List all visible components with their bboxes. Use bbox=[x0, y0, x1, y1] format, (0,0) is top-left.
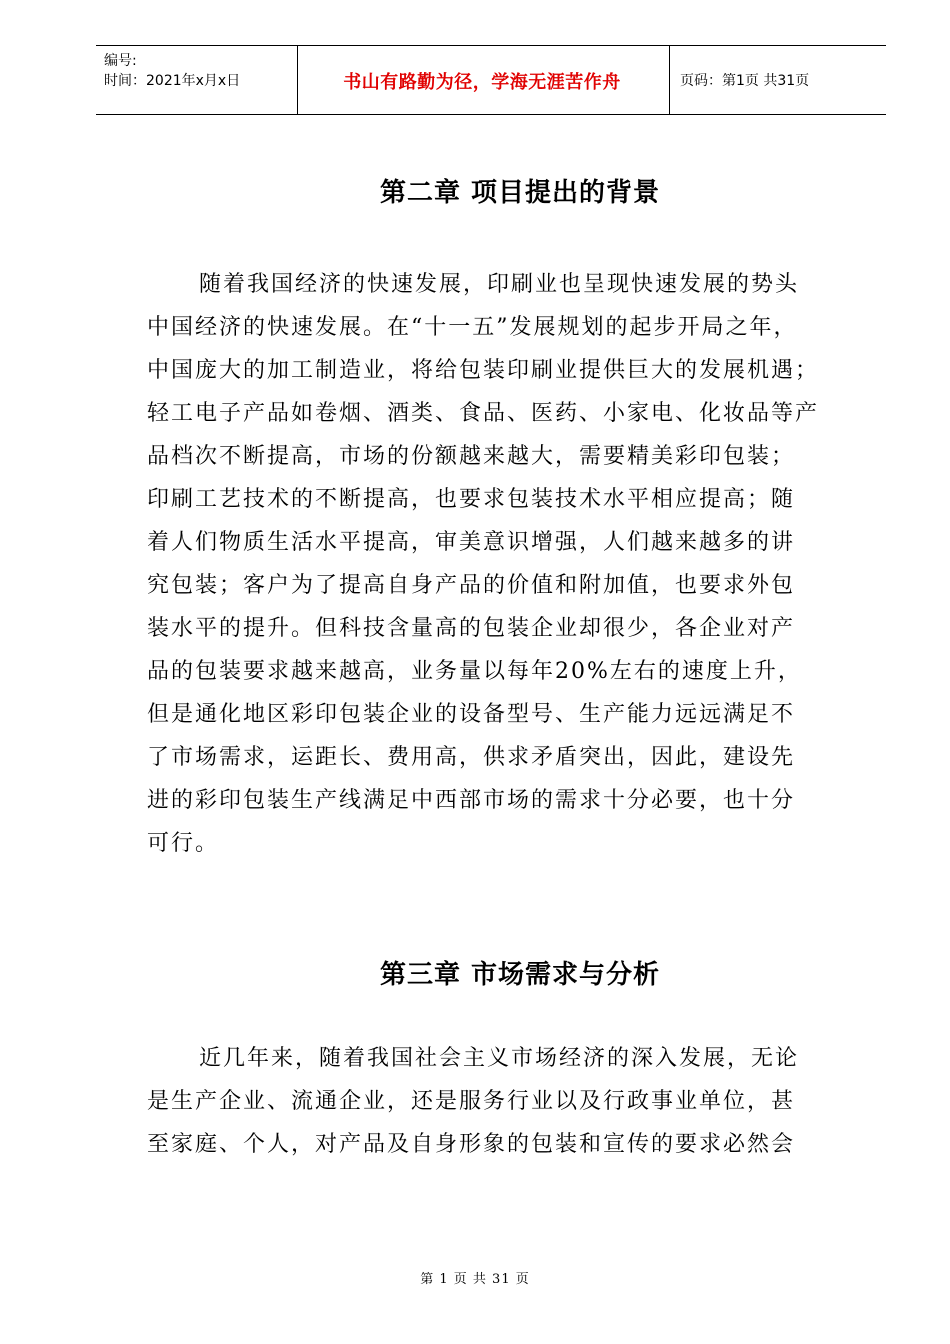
paragraph-line: 至家庭、个人，对产品及自身形象的包装和宣传的要求必然会 bbox=[147, 1132, 796, 1157]
paragraph-line: 进的彩印包装生产线满足中西部市场的需求十分必要，也十分 bbox=[147, 788, 796, 813]
document-date-label: 时间：2021年x月x日 bbox=[104, 73, 241, 89]
paragraph-line: 装水平的提升。但科技含量高的包装企业却很少，各企业对产 bbox=[147, 616, 796, 641]
paragraph-line: 印刷工艺技术的不断提高，也要求包装技术水平相应提高；随 bbox=[147, 487, 796, 512]
header-divider-left bbox=[297, 46, 298, 114]
chapter-3-title: 第三章 市场需求与分析 bbox=[379, 960, 661, 990]
paragraph-line: 中国庞大的加工制造业，将给包装印刷业提供巨大的发展机遇； bbox=[147, 358, 820, 383]
paragraph-line: 品的包装要求越来越高，业务量以每年20%左右的速度上升， bbox=[147, 659, 802, 684]
paragraph-line: 随着我国经济的快速发展，印刷业也呈现快速发展的势头 bbox=[199, 272, 800, 297]
document-number-label: 编号: bbox=[104, 53, 137, 69]
chapter-2-title: 第二章 项目提出的背景 bbox=[379, 178, 661, 208]
header-meta bbox=[104, 51, 240, 91]
paragraph-line: 究包装；客户为了提高自身产品的价值和附加值，也要求外包 bbox=[147, 573, 796, 598]
header-divider-right bbox=[669, 46, 670, 114]
paragraph-line: 着人们物质生活水平提高，审美意识增强，人们越来越多的讲 bbox=[147, 530, 796, 555]
paragraph-line: 轻工电子产品如卷烟、酒类、食品、医药、小家电、化妆品等产 bbox=[147, 401, 820, 426]
paragraph-line: 品档次不断提高，市场的份额越来越大，需要精美彩印包装； bbox=[147, 444, 796, 469]
header-motto: 书山有路勤为径，学海无涯苦作舟 bbox=[343, 72, 621, 93]
paragraph-line: 但是通化地区彩印包装企业的设备型号、生产能力远远满足不 bbox=[147, 702, 796, 727]
paragraph-line: 近几年来，随着我国社会主义市场经济的深入发展，无论 bbox=[199, 1046, 800, 1071]
page-footer: 第 1 页 共 31 页 bbox=[420, 1272, 530, 1287]
paragraph-line: 可行。 bbox=[147, 831, 220, 856]
header-page-label: 页码：第1页 共31页 bbox=[680, 73, 810, 89]
chapter-3-paragraph bbox=[147, 1037, 847, 1166]
paragraph-line: 是生产企业、流通企业，还是服务行业以及行政事业单位，甚 bbox=[147, 1089, 796, 1114]
chapter-2-paragraph bbox=[147, 263, 847, 865]
paragraph-line: 了市场需求，运距长、费用高，供求矛盾突出，因此，建设先 bbox=[147, 745, 796, 770]
page-header bbox=[96, 45, 886, 115]
paragraph-line: 中国经济的快速发展。在“十一五”发展规划的起步开局之年， bbox=[147, 315, 798, 340]
